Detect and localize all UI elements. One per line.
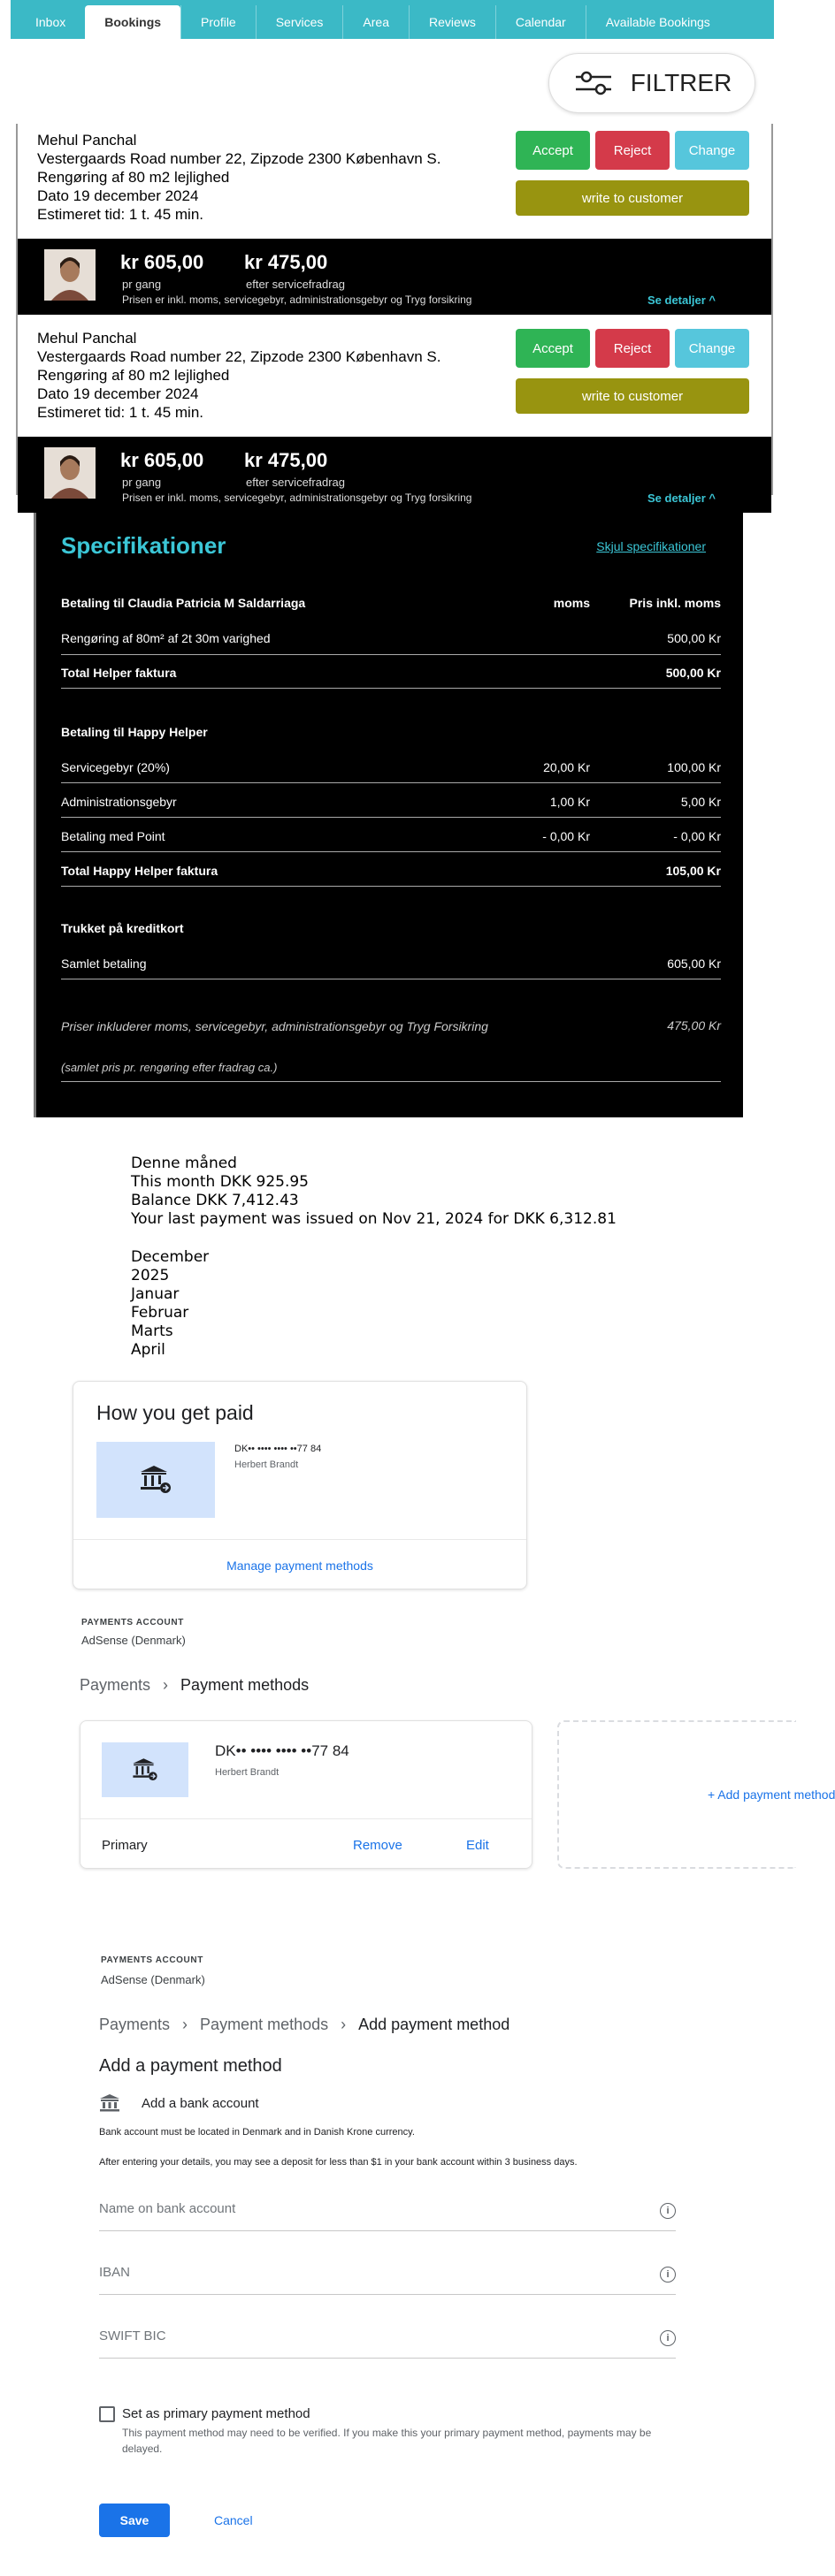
set-primary-checkbox[interactable] (99, 2406, 115, 2422)
col-moms-header: moms (553, 596, 590, 610)
accept-button[interactable]: Accept (516, 131, 590, 170)
helper-total-label: Total Helper faktura (61, 666, 177, 680)
tab-inbox[interactable]: Inbox (35, 15, 66, 29)
month-heading: Denne måned (131, 1155, 237, 1172)
booking-actions (516, 131, 769, 216)
booking-card (18, 124, 771, 322)
name-on-account-input[interactable] (99, 2201, 630, 2216)
tab-reviews[interactable]: Reviews (409, 5, 495, 39)
admin-fee-moms: 1,00 Kr (549, 795, 590, 809)
write-to-customer-button[interactable]: write to customer (516, 180, 749, 216)
account-holder: Herbert Brandt (234, 1459, 299, 1470)
total-payment-label: Samlet betaling (61, 956, 147, 971)
divider (80, 1818, 532, 1819)
avatar (44, 249, 96, 301)
price-disclaimer: Prisen er inkl. moms, servicegebyr, administrationsgebyr og Tryg forsikring (122, 293, 472, 306)
breadcrumb-current: Add payment method (358, 2016, 510, 2033)
cleaning-label: Rengøring af 80m² af 2t 30m varighed (61, 631, 271, 645)
booking-actions (516, 329, 769, 414)
divider (73, 1539, 526, 1540)
last-payment-text: Your last payment was issued on Nov 21, 2024 for DKK 6,312.81 (131, 1210, 617, 1228)
footer-price: 475,00 Kr (667, 1018, 721, 1033)
price-main-sub: pr gang (122, 476, 162, 489)
how-you-get-paid-title: How you get paid (96, 1401, 254, 1424)
tab-calendar[interactable]: Calendar (495, 5, 586, 39)
add-payment-method-link[interactable]: + Add payment method (708, 1787, 835, 1802)
account-number: DK•• •••• •••• ••77 84 (215, 1742, 349, 1759)
breadcrumb (99, 2016, 509, 2034)
spec-title: Specifikationer (61, 532, 226, 559)
divider (61, 688, 721, 689)
divider (61, 654, 721, 655)
breadcrumb (80, 1676, 309, 1695)
tab-area[interactable]: Area (342, 5, 409, 39)
price-disclaimer: Prisen er inkl. moms, servicegebyr, administrationsgebyr og Tryg forsikring (122, 492, 472, 504)
booking-card (18, 322, 771, 520)
admin-fee-price: 5,00 Kr (680, 795, 721, 809)
add-payment-method-title: Add a payment method (99, 2056, 282, 2076)
tab-bookings[interactable]: Bookings (85, 5, 180, 39)
breadcrumb-payment-methods[interactable]: Payment methods (200, 2016, 329, 2033)
deposit-note: After entering your details, you may see a deposit for less than $1 in your bank account within 3 business days. (99, 2157, 578, 2168)
top-tab-bar (11, 0, 774, 39)
points-moms: - 0,00 Kr (542, 829, 590, 843)
divider (61, 782, 721, 783)
iban-input[interactable] (99, 2265, 630, 2280)
payments-account-label: PAYMENTS ACCOUNT (81, 1618, 184, 1627)
write-to-customer-button[interactable]: write to customer (516, 378, 749, 414)
account-number: DK•• •••• •••• ••77 84 (234, 1444, 322, 1454)
customer-name: Mehul Panchal (37, 132, 137, 149)
payments-account-name: AdSense (Denmark) (101, 1973, 205, 1986)
manage-payment-methods-link[interactable]: Manage payment methods (226, 1559, 373, 1573)
specification-panel (34, 513, 743, 1117)
service-fee-moms: 20,00 Kr (543, 760, 590, 774)
bank-location-note: Bank account must be located in Denmark and in Danish Krone currency. (99, 2127, 415, 2138)
service-fee-price: 100,00 Kr (667, 760, 721, 774)
bank-account-option[interactable] (99, 2093, 259, 2113)
month-item[interactable]: Januar (131, 1285, 180, 1303)
price-main: kr 605,00 (120, 449, 204, 471)
divider (61, 817, 721, 818)
month-item[interactable]: Februar (131, 1304, 189, 1322)
earnings-summary (131, 1155, 617, 1229)
admin-fee-label: Administrationsgebyr (61, 795, 177, 809)
payments-account-name: AdSense (Denmark) (81, 1634, 186, 1647)
info-icon[interactable]: i (660, 2267, 676, 2283)
footer-sub: (samlet pris pr. rengøring efter fradrag ca.) (61, 1061, 278, 1074)
customer-address: Vestergaards Road number 22, Zipzode 2300 København S. (37, 348, 441, 365)
booking-task: Rengøring af 80 m2 lejlighed (37, 367, 230, 384)
price-after-deduction: kr 475,00 (244, 449, 328, 471)
breadcrumb-payments[interactable]: Payments (80, 1676, 151, 1694)
chevron-right-icon: › (182, 2016, 188, 2033)
see-details-link[interactable]: Se detaljer ^ (647, 293, 716, 307)
bank-icon (99, 2093, 120, 2113)
booking-date: Dato 19 december 2024 (37, 385, 199, 402)
booking-info (37, 131, 440, 224)
points-price: - 0,00 Kr (673, 829, 721, 843)
sliders-icon (572, 68, 615, 98)
breadcrumb-current: Payment methods (180, 1676, 310, 1694)
save-button[interactable]: Save (99, 2504, 170, 2537)
helper-total-price: 500,00 Kr (665, 666, 721, 680)
bank-icon (96, 1442, 215, 1518)
set-primary-label: Set as primary payment method (122, 2406, 310, 2421)
service-fee-label: Servicegebyr (20%) (61, 760, 170, 774)
month-list (131, 1248, 209, 1360)
balance-amount: Balance DKK 7,412.43 (131, 1192, 299, 1209)
change-button[interactable]: Change (675, 329, 749, 368)
helper-header-label: Betaling til Claudia Patricia M Saldarriaga (61, 596, 306, 610)
hh-header-label: Betaling til Happy Helper (61, 725, 208, 739)
change-button[interactable]: Change (675, 131, 749, 170)
bank-account-option-label: Add a bank account (142, 2095, 259, 2111)
price-after-sub: efter servicefradrag (246, 476, 345, 489)
account-holder: Herbert Brandt (215, 1767, 280, 1778)
divider (61, 1081, 721, 1082)
swift-field (99, 2323, 676, 2359)
iban-field (99, 2260, 676, 2295)
price-main: kr 605,00 (120, 251, 204, 273)
remove-button[interactable]: Remove (353, 1838, 402, 1853)
tab-profile[interactable]: Profile (180, 5, 256, 39)
how-you-get-paid-card (73, 1381, 527, 1589)
month-item[interactable]: December (131, 1248, 210, 1266)
customer-name: Mehul Panchal (37, 330, 137, 347)
chevron-right-icon: › (341, 2016, 347, 2033)
divider (61, 851, 721, 852)
edit-button[interactable]: Edit (466, 1838, 489, 1853)
avatar (44, 447, 96, 499)
info-icon[interactable]: i (660, 2330, 676, 2346)
col-price-header: Pris inkl. moms (629, 596, 721, 610)
hide-specification-link[interactable]: Skjul specifikationer (596, 539, 706, 553)
card-header-label: Trukket på kreditkort (61, 921, 184, 935)
add-payment-method-card[interactable] (557, 1720, 835, 1869)
price-after-deduction: kr 475,00 (244, 251, 328, 273)
this-month-amount: This month DKK 925.95 (131, 1173, 309, 1191)
total-payment-price: 605,00 Kr (667, 956, 721, 971)
accept-button[interactable]: Accept (516, 329, 590, 368)
cleaning-price: 500,00 Kr (667, 631, 721, 645)
tab-available-bookings[interactable]: Available Bookings (586, 5, 730, 39)
booking-estimate: Estimeret tid: 1 t. 45 min. (37, 206, 204, 223)
see-details-link[interactable]: Se detaljer ^ (647, 492, 716, 505)
price-main-sub: pr gang (122, 278, 162, 291)
month-item[interactable]: April (131, 1341, 165, 1359)
month-item[interactable]: 2025 (131, 1267, 170, 1284)
footer-note: Priser inkluderer moms, servicegebyr, administrationsgebyr og Tryg Forsikring (61, 1019, 488, 1033)
reject-button[interactable]: Reject (595, 131, 670, 170)
tab-services[interactable]: Services (256, 5, 343, 39)
points-label: Betaling med Point (61, 829, 165, 843)
month-item[interactable]: Marts (131, 1322, 173, 1340)
payments-account-label: PAYMENTS ACCOUNT (101, 1955, 203, 1965)
booking-info (37, 329, 440, 422)
breadcrumb-payments[interactable]: Payments (99, 2016, 171, 2033)
price-bar (18, 239, 771, 315)
chevron-right-icon: › (163, 1676, 169, 1694)
filter-label: FILTRER (630, 69, 732, 96)
primary-badge: Primary (102, 1838, 148, 1853)
filter-button[interactable] (548, 53, 755, 113)
price-after-sub: efter servicefradrag (246, 278, 345, 291)
swift-input[interactable] (99, 2328, 630, 2344)
hh-total-price: 105,00 Kr (665, 864, 721, 878)
cancel-button[interactable]: Cancel (214, 2513, 253, 2527)
set-primary-note: This payment method may need to be verified. If you make this your primary payment method, payments may be delayed. (122, 2427, 652, 2455)
booking-estimate: Estimeret tid: 1 t. 45 min. (37, 404, 204, 421)
name-on-account-field (99, 2196, 676, 2231)
bank-icon (102, 1742, 188, 1797)
divider (61, 886, 721, 887)
bookings-list (16, 124, 773, 505)
hh-total-label: Total Happy Helper faktura (61, 864, 218, 878)
booking-date: Dato 19 december 2024 (37, 187, 199, 204)
reject-button[interactable]: Reject (595, 329, 670, 368)
info-icon[interactable]: i (660, 2203, 676, 2219)
price-bar (18, 437, 771, 513)
customer-address: Vestergaards Road number 22, Zipzode 2300 København S. (37, 150, 441, 167)
booking-task: Rengøring af 80 m2 lejlighed (37, 169, 230, 186)
payment-method-card (80, 1720, 532, 1869)
